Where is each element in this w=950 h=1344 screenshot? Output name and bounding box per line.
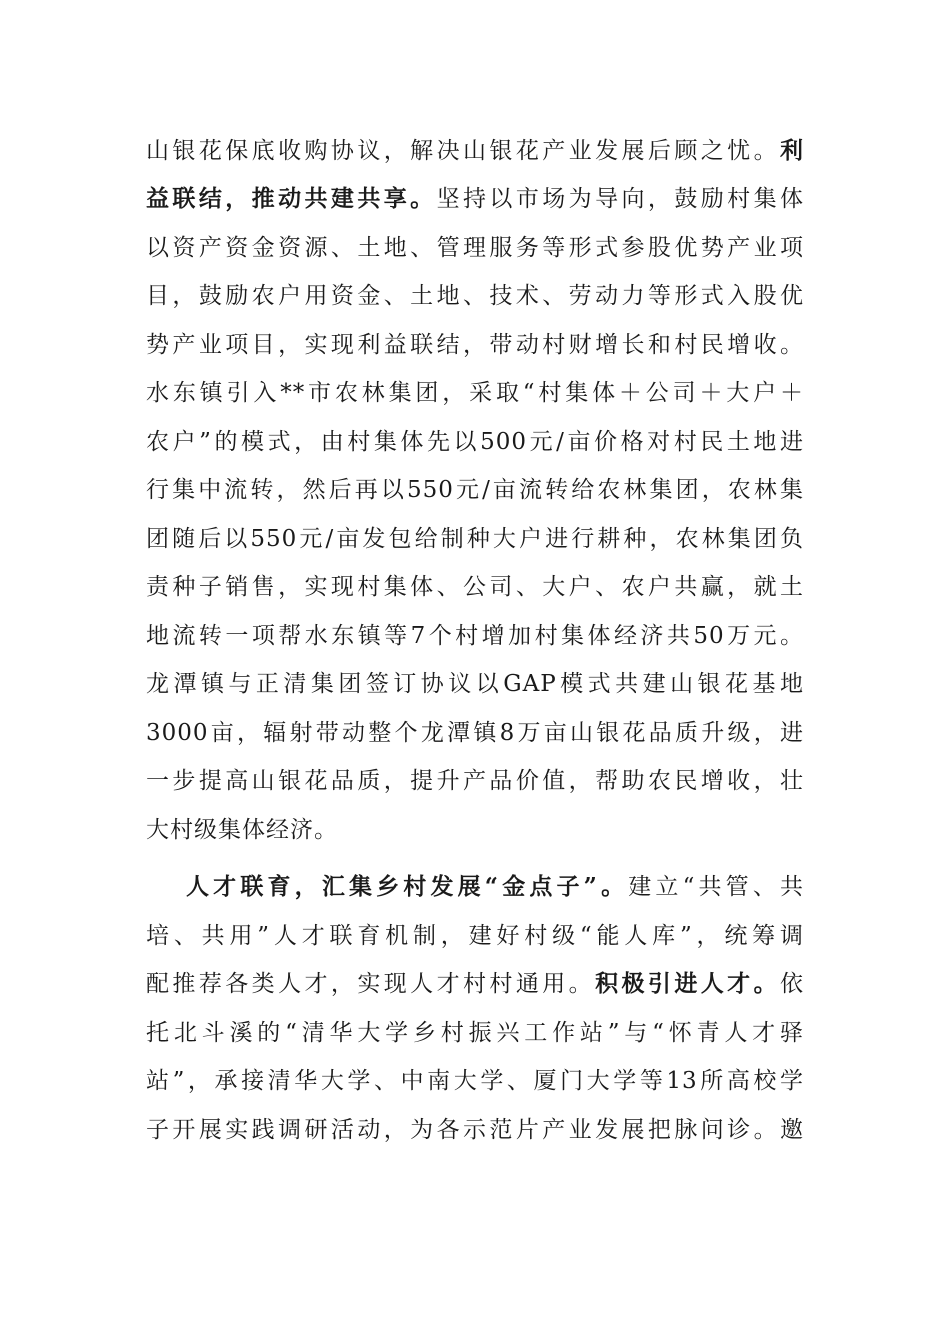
text-line [186, 867, 804, 907]
text-line: 目，鼓励农户用资金、土地、技术、劳动力等形式入股优 [146, 283, 804, 309]
text-line: 水东镇引入**市农林集团，采取“村集体＋公司＋大户＋ [146, 380, 804, 406]
text-span: 坚持以市场为导向，鼓励村集体 [436, 186, 804, 212]
text-line: 龙潭镇与正清集团签订协议以GAP模式共建山银花基地 [146, 671, 804, 697]
text-span: 建立“共管、共 [628, 874, 804, 900]
text-line: 站”，承接清华大学、中南大学、厦门大学等13所高校学 [146, 1068, 804, 1094]
text-line: 子开展实践调研活动，为各示范片产业发展把脉问诊。邀 [146, 1117, 804, 1143]
text-span: 配推荐各类人才，实现人才村村通用。 [146, 971, 596, 997]
text-line: 农户”的模式，由村集体先以500元/亩价格对村民土地进 [146, 429, 804, 455]
text-line: 势产业项目，实现利益联结，带动村财增长和村民增收。 [146, 332, 804, 358]
text-line: 培、共用”人才联育机制，建好村级“能人库”，统筹调 [146, 923, 804, 949]
text-span: 依 [780, 971, 804, 997]
text-line: 行集中流转，然后再以550元/亩流转给农林集团，农林集 [146, 477, 804, 503]
text-line: 托北斗溪的“清华大学乡村振兴工作站”与“怀青人才驿 [146, 1020, 804, 1046]
text-line: 一步提高山银花品质，提升产品价值，帮助农民增收，壮 [146, 768, 804, 794]
text-line: 团随后以550元/亩发包给制种大户进行耕种，农林集团负 [146, 526, 804, 552]
text-line [146, 131, 804, 171]
text-line: 3000亩，辐射带动整个龙潭镇8万亩山银花品质升级，进 [146, 720, 804, 746]
text-line: 大村级集体经济。 [146, 817, 338, 843]
text-line: 地流转一项帮水东镇等7个村增加村集体经济共50万元。 [146, 623, 804, 649]
text-line: 以资产资金资源、土地、管理服务等形式参股优势产业项 [146, 235, 804, 261]
text-span: 山银花保底收购协议，解决山银花产业发展后顾之忧。 [146, 138, 780, 164]
bold-heading: 益联结，推动共建共享。 [146, 185, 437, 212]
text-line [146, 179, 804, 219]
text-line: 责种子销售，实现村集体、公司、大户、农户共赢，就土 [146, 574, 804, 600]
bold-heading: 利 [780, 137, 804, 164]
bold-heading: 积极引进人才。 [595, 970, 781, 997]
bold-heading: 人才联育，汇集乡村发展“金点子”。 [186, 873, 629, 900]
text-line [146, 964, 804, 1004]
